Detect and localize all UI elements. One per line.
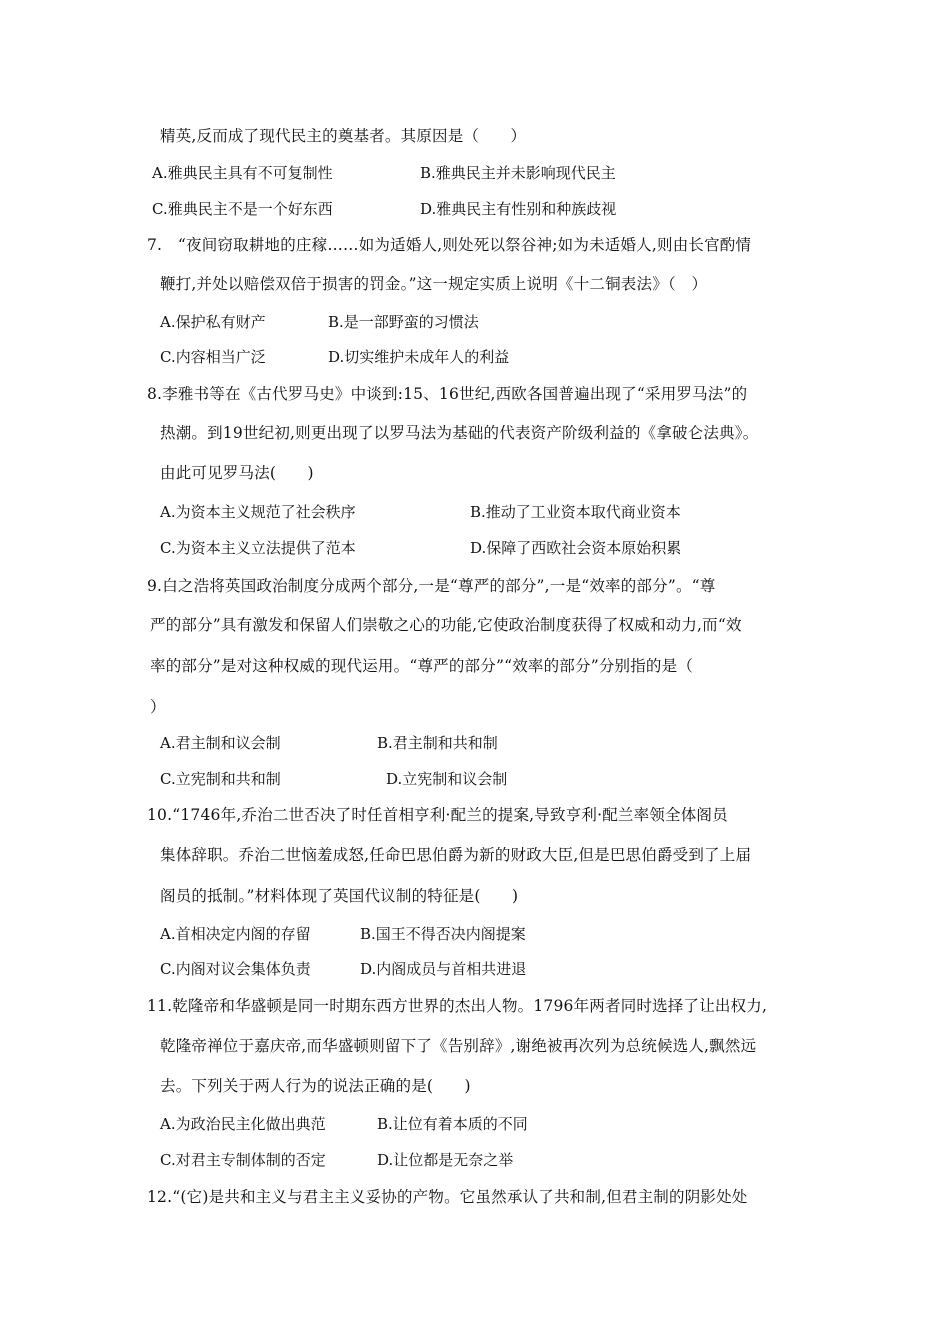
q8-option-a: A.为资本主义规范了社会秩序 <box>160 503 356 521</box>
q11-option-d: D.让位都是无奈之举 <box>377 1151 514 1169</box>
question-10-line-3: 阁员的抵制。”材料体现了英国代议制的特征是( ) <box>160 887 519 905</box>
q6-option-d: D.雅典民主有性别和种族歧视 <box>420 200 617 218</box>
question-9-line-4: ） <box>150 698 166 716</box>
q9-option-b: B.君主制和共和制 <box>377 734 498 752</box>
q10-option-b: B.国王不得否决内阁提案 <box>360 925 526 943</box>
question-8-line-1: 8.李雅书等在《古代罗马史》中谈到:15、16世纪,西欧各国普遍出现了“采用罗马法”的 <box>147 385 748 403</box>
question-10-line-1: 10.“1746年,乔治二世否决了时任首相亨利·配兰的提案,导致亨利·配兰率领全体阁员 <box>147 806 728 824</box>
q11-option-a: A.为政治民主化做出典范 <box>160 1115 326 1133</box>
q10-option-a: A.首相决定内阁的存留 <box>160 925 311 943</box>
question-9-line-1: 9.白之浩将英国政治制度分成两个部分,一是“尊严的部分”,一是“效率的部分”。“尊 <box>147 577 716 595</box>
question-11-line-1: 11.乾隆帝和华盛顿是同一时期东西方世界的杰出人物。1796年两者同时选择了让出权力, <box>147 997 768 1015</box>
question-12-line-1: 12.“(它)是共和主义与君主主义妥协的产物。它虽然承认了共和制,但君主制的阴影处处 <box>147 1188 748 1206</box>
question-8-line-3: 由此可见罗马法( ) <box>160 464 314 482</box>
q8-option-d: D.保障了西欧社会资本原始积累 <box>470 539 682 557</box>
q9-option-a: A.君主制和议会制 <box>160 734 281 752</box>
q6-option-b: B.雅典民主并未影响现代民主 <box>420 164 616 182</box>
q7-option-c: C.内容相当广泛 <box>160 348 266 366</box>
question-11-line-3: 去。下列关于两人行为的说法正确的是( ) <box>160 1077 471 1095</box>
q11-option-b: B.让位有着本质的不同 <box>377 1115 528 1133</box>
question-10-line-2: 集体辞职。乔治二世恼羞成怒,任命巴思伯爵为新的财政大臣,但是巴思伯爵受到了上届 <box>160 846 752 864</box>
q9-option-d: D.立宪制和议会制 <box>386 770 508 788</box>
q7-option-b: B.是一部野蛮的习惯法 <box>328 313 479 331</box>
q8-option-b: B.推动了工业资本取代商业资本 <box>470 503 681 521</box>
q11-option-c: C.对君主专制体制的否定 <box>160 1151 326 1169</box>
q10-option-c: C.内阁对议会集体负责 <box>160 960 311 978</box>
question-7-line-2: 鞭打,并处以赔偿双倍于损害的罚金。”这一规定实质上说明《十二铜表法》（ ） <box>160 275 708 293</box>
question-9-line-3: 率的部分”是对这种权威的现代运用。“尊严的部分”“效率的部分”分别指的是（ <box>150 657 694 675</box>
question-11-line-2: 乾隆帝禅位于嘉庆帝,而华盛顿则留下了《告别辞》,谢绝被再次列为总统候选人,飘然远 <box>160 1037 757 1055</box>
q8-option-c: C.为资本主义立法提供了范本 <box>160 539 356 557</box>
question-7-line-1: 7. “夜间窃取耕地的庄稼……如为适婚人,则处死以祭谷神;如为未适婚人,则由长官酌情 <box>147 236 752 254</box>
q6-option-c: C.雅典民主不是一个好东西 <box>152 200 333 218</box>
q6-option-a: A.雅典民主具有不可复制性 <box>152 164 333 182</box>
q7-option-d: D.切实维护未成年人的利益 <box>328 348 510 366</box>
q10-option-d: D.内阁成员与首相共进退 <box>360 960 527 978</box>
question-6-continuation: 精英,反而成了现代民主的奠基者。其原因是（ ） <box>160 127 527 145</box>
question-8-line-2: 热潮。到19世纪初,则更出现了以罗马法为基础的代表资产阶级利益的《拿破仑法典》。 <box>160 424 759 442</box>
q9-option-c: C.立宪制和共和制 <box>160 770 281 788</box>
q7-option-a: A.保护私有财产 <box>160 313 266 331</box>
question-9-line-2: 严的部分”具有激发和保留人们崇敬之心的功能,它使政治制度获得了权威和动力,而“效 <box>150 616 742 634</box>
